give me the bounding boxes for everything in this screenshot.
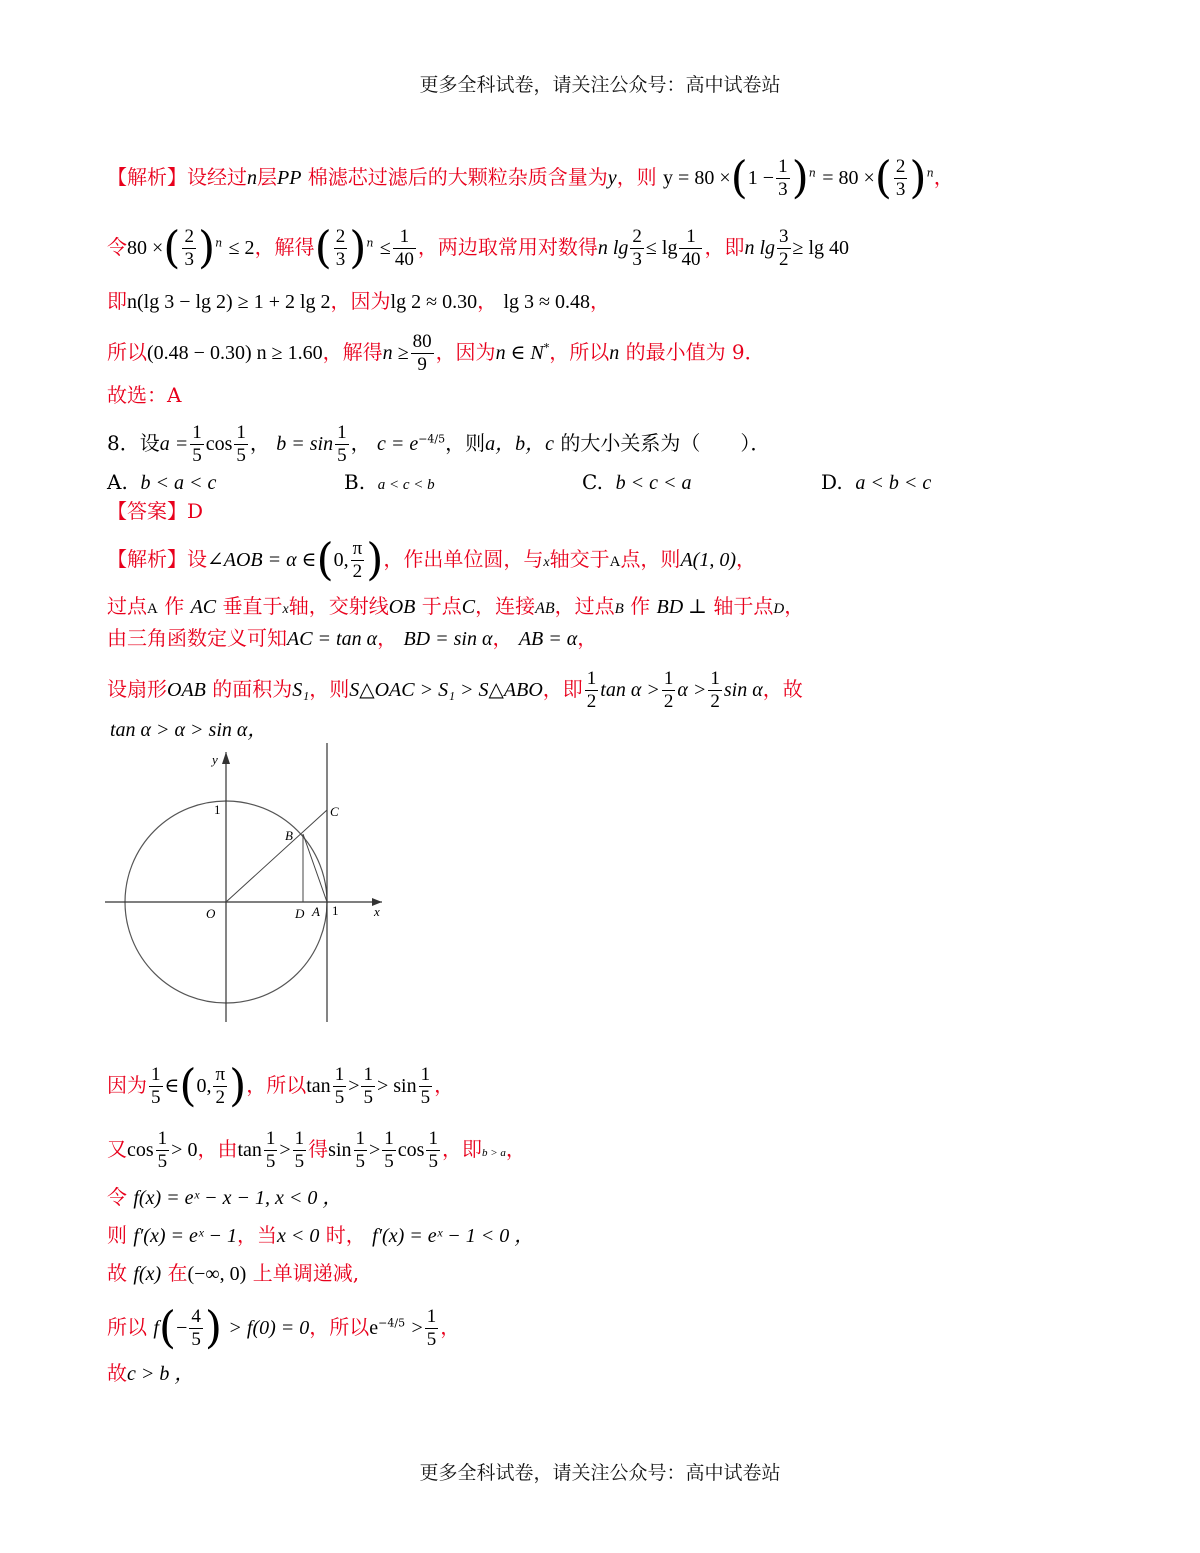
denominator: 5 [384,1151,394,1172]
math: = 80 × [822,167,875,189]
ray-OB [226,810,327,902]
math: AC [190,596,217,618]
denominator: 5 [294,1151,305,1172]
q8-text: 轴于点 [713,594,774,618]
punct: ， [735,547,756,571]
denominator: 2 [710,691,720,712]
numerator: 1 [337,422,347,443]
label-B: B [285,828,293,843]
math: tan α > [600,679,660,701]
q8-text: 由三角函数定义可知 [107,626,287,650]
denominator: 2 [586,691,597,712]
paren: ( [163,222,181,274]
math: b = sin [276,433,334,455]
fraction [351,538,365,583]
numerator: 2 [895,156,906,177]
segment-AB [303,834,327,902]
option-label: B. [344,470,366,494]
math: PP [277,167,302,189]
q8-sol-5: tan α > α > sin α， [110,719,268,741]
q8-text: 轴，交射线 [288,594,389,618]
math: α > [677,679,707,701]
fraction [630,226,644,271]
exponent: n [808,166,816,180]
q8-text: ， [350,431,371,455]
math: f′(x) = eˣ − 1 < 0 ， [372,1225,535,1247]
q7-guxuan: 故选：A [107,383,182,407]
denominator: 5 [157,1151,168,1172]
math: (0.48 − 0.30) n ≥ 1.60 [147,342,323,364]
math: tan [306,1075,331,1097]
math: > [411,1317,423,1339]
fraction [382,1128,396,1173]
numerator: 1 [586,668,597,689]
math: S₁ [292,679,310,701]
numerator: 3 [779,226,789,247]
label-O: O [206,906,216,921]
math: ≤ 2 [228,237,255,259]
math: ≥ lg 40 [792,237,850,259]
fraction [361,1064,375,1109]
paren: ) [909,152,927,204]
q7-text: ，所以 [549,340,610,364]
math: (−∞, 0) [187,1263,247,1285]
q8-text: ，由 [197,1137,238,1161]
q8-jiexi-label: 【解析】 [107,547,187,571]
numerator: 1 [355,1128,366,1149]
exponent: −4/5 [378,1316,406,1330]
math: > f(0) = 0 [228,1317,310,1339]
paren: ( [179,1060,197,1112]
fraction [149,1064,163,1109]
fraction [411,331,434,376]
numerator: 1 [294,1128,305,1149]
math: ≤ lg [645,237,678,259]
numerator: 1 [265,1128,276,1149]
math: ∈ [164,1075,180,1097]
math: AC = tan α [287,628,378,650]
q8-text: 作 [630,594,651,618]
q7-line-1 [107,152,1167,204]
fraction [334,226,348,271]
q8-text: 令 [107,1185,127,1209]
q7-text: ，两边取常用对数得 [417,235,598,259]
punct: ， [440,1315,461,1339]
q7-text: 令 [107,235,127,259]
math: tan [237,1139,262,1161]
q8-text: 垂直于 [222,594,283,618]
q8-sol-12 [107,1356,1167,1391]
q7-text: 棉滤芯过滤后的大颗粒杂质含量为 [307,165,608,189]
q7-text: ，因为 [435,340,496,364]
denominator: 2 [663,691,674,712]
math: c = e [376,433,419,455]
q7-text: ，解得 [254,235,315,259]
numerator: 1 [151,1064,161,1085]
punct: ， [434,1073,455,1097]
fraction [182,226,196,271]
fraction [662,668,676,713]
numerator: 1 [778,156,788,177]
label-D: D [295,906,305,921]
option-text: a < b < c [855,472,932,494]
math: lg 2 ≈ 0.30 [390,291,478,313]
fraction [425,1306,439,1351]
math: b > a [481,1147,506,1159]
fraction [156,1128,170,1173]
q8-sol-11 [107,1302,1167,1354]
numerator: 80 [412,331,432,352]
math: AB = α [518,628,578,650]
label-1-right: 1 [332,903,339,918]
math: c > b ， [127,1363,195,1385]
math: > [369,1139,381,1161]
q8-text: ，即 [441,1137,482,1161]
numerator: 1 [710,668,720,689]
q8-text: 设 [187,547,207,571]
q8-sol-7 [107,1128,1167,1173]
q8-text: 又 [107,1137,127,1161]
numerator: 2 [632,226,642,247]
q8-text: 的面积为 [212,677,293,701]
fraction [264,1128,278,1173]
q7-text: 层 [257,165,277,189]
label-C: C [330,804,339,819]
exponent: n [215,236,223,250]
math: BD = sin α [403,628,493,650]
math: sin α [723,679,763,701]
denominator: 5 [192,445,202,466]
math: cos [205,433,233,455]
page-header: 更多全科试卷，请关注公众号：高中试卷站 [419,74,781,96]
math: lg 3 ≈ 0.48 [503,291,590,313]
fraction [426,1128,440,1173]
math: f(x) = eˣ − x − 1, x < 0 ， [133,1187,343,1209]
option-c [582,470,692,495]
paren: ) [197,222,216,274]
q8-text: 上单调递减, [252,1261,360,1285]
punct: ， [577,626,598,650]
math: A(1, 0) [680,549,736,571]
math: ≤ [379,237,391,259]
exponent: n [366,236,374,250]
q8-sol-8 [107,1180,1167,1215]
fraction [393,226,416,271]
math: a = [159,433,189,455]
q8-sol-1 [107,534,1167,586]
paren: ) [204,1302,223,1354]
paren: ) [229,1060,247,1112]
denominator: 40 [394,249,414,270]
punct: ， [505,1137,526,1161]
numerator: 2 [335,226,346,247]
denominator: 5 [265,1151,276,1172]
option-a [107,470,216,495]
q8-text: ，故 [762,677,803,701]
numerator: 1 [393,226,416,249]
option-d [821,470,931,495]
label-x: x [374,904,380,919]
denominator: 5 [191,1329,201,1350]
q7-text: ，则 [616,165,657,189]
denominator: 5 [236,445,246,466]
q8-text: 因为 [107,1073,147,1097]
math: x < 0 [277,1225,320,1247]
q7-text: 即 [107,289,127,313]
numerator: 2 [184,226,194,247]
q7-text: 所以 [107,340,147,364]
page-footer: 更多全科试卷，请关注公众号：高中试卷站 [419,1462,781,1484]
q7-jiexi-label: 【解析】 [107,165,187,189]
y-axis-arrow [222,752,230,764]
numerator: π [215,1064,226,1085]
math: S△OAC > S₁ > S△ABO [349,679,543,701]
math: n ∈ N [495,342,544,364]
q8-stem [107,422,1167,467]
q8-text: 故 [107,1361,127,1385]
punct: ， [589,289,610,313]
q8-text: 点，则 [620,547,681,571]
fraction [234,422,248,467]
q7-text: ，即 [704,235,745,259]
denominator: 5 [363,1087,373,1108]
q7-line-3 [107,284,1167,319]
math: cos [397,1139,425,1161]
option-text: b < a < c [140,472,217,494]
math: C [461,596,476,618]
paren: ) [366,534,384,586]
fraction [335,422,349,467]
q7-text: ，解得 [322,340,383,364]
numerator: 1 [236,422,246,443]
math: y [607,167,617,189]
q8-sol-10 [107,1256,1167,1291]
q8-text: ，则 [309,677,350,701]
math: a，b，c [485,433,555,455]
numerator: 1 [384,1128,394,1149]
label-y: y [212,752,218,767]
denominator: 3 [184,249,194,270]
q8-text: 则 [107,1223,127,1247]
numerator: 1 [192,422,202,443]
math: n lg [744,237,776,259]
option-text: a < c < b [377,477,435,493]
numerator: 1 [426,1306,437,1327]
math: AB [535,600,555,617]
math: 80 × [127,237,164,259]
math: f [153,1317,159,1339]
denominator: 3 [335,249,346,270]
math: − [176,1317,188,1339]
numerator: 1 [428,1128,438,1149]
denominator: 5 [428,1151,438,1172]
denominator: 5 [420,1087,431,1108]
label-A: A [312,904,320,919]
q8-text: ，所以 [309,1315,370,1339]
numerator: 1 [420,1064,431,1085]
q8-text: ， [249,431,270,455]
exponent: * [543,341,550,355]
option-label: C. [582,470,603,494]
math: x [282,602,289,617]
q8-text: 作 [164,594,185,618]
math: > [279,1139,291,1161]
numerator: 4 [191,1306,201,1327]
q8-answer: 【答案】D [107,499,204,523]
denominator: 5 [426,1329,437,1350]
math: > [348,1075,360,1097]
paren: ( [730,152,748,204]
math: OB [388,596,416,618]
fraction [293,1128,307,1173]
math: B [614,601,624,617]
math: sin [328,1139,352,1161]
q7-text: 的最小值为 9． [625,340,765,364]
denominator: 40 [681,249,701,270]
fraction [333,1064,347,1109]
denominator: 5 [355,1151,366,1172]
q8-text: 所以 [107,1315,147,1339]
fraction [189,1306,203,1351]
math: n [247,167,257,189]
paren: ) [349,222,367,274]
q8-text: 设扇形 [107,677,167,701]
fraction [776,156,790,201]
numerator: 1 [663,668,674,689]
punct: ， [933,165,954,189]
math: 0, [333,549,349,571]
q8-text: ，作出单位圆，与 [383,547,544,571]
math: f′(x) = eˣ − 1 [133,1225,238,1247]
denominator: 5 [334,1087,345,1108]
numerator: 1 [363,1064,373,1085]
q8-sol-9 [107,1218,1167,1253]
math: A [147,601,158,617]
fraction [190,422,204,467]
q8-text: ，则 [445,431,486,455]
q8-text: 于点 [421,594,462,618]
math: 1 − [747,167,775,189]
math: y = 80 × [663,167,731,189]
fraction [213,1064,227,1109]
fraction [777,226,791,271]
fraction [679,226,702,271]
fraction [894,156,908,201]
q8-text: ，连接 [475,594,536,618]
math: OAB [167,679,206,701]
q8-text: 轴交于 [549,547,610,571]
q8-text: 得 [308,1137,329,1161]
math: f(x) [133,1263,162,1285]
exponent: −4/5 [418,432,446,446]
q7-text: ，因为 [330,289,391,313]
q8-text: 8．设 [107,431,160,455]
denominator: 5 [337,445,347,466]
label-1-top: 1 [214,802,221,817]
math: e [369,1317,379,1339]
math: cos [127,1139,154,1161]
q8-sol-3 [107,621,1167,656]
q7-text: 设经过 [187,165,247,189]
math: n [609,342,620,364]
denominator: 2 [215,1087,226,1108]
exponent: n [926,166,934,180]
fraction [354,1128,368,1173]
denominator: 3 [895,179,906,200]
option-label: D. [821,470,843,494]
denominator: 2 [352,561,363,582]
paren: ( [316,534,334,586]
q7-line-2 [107,222,1167,274]
denominator: 3 [778,179,788,200]
paren: ( [158,1302,177,1354]
paren: ) [791,152,809,204]
fraction [419,1064,433,1109]
math: n lg [597,237,629,259]
q8-sol-4 [107,668,1167,713]
q8-text: 在 [167,1261,188,1285]
punct: ， [784,594,805,618]
math: > sin [376,1075,417,1097]
punct: ， [492,626,513,650]
q8-text: ，过点 [554,594,615,618]
option-b [344,470,435,494]
numerator: 1 [679,226,702,249]
q8-text: 时， [325,1223,366,1247]
math: D [773,601,785,617]
numerator: 1 [157,1128,168,1149]
paren: ( [874,152,892,204]
numerator: 1 [334,1064,345,1085]
q8-text: 故 [107,1261,127,1285]
q8-text: ，即 [542,677,583,701]
q8-text: ，当 [237,1223,278,1247]
numerator: π [352,538,363,559]
denominator: 2 [779,249,789,270]
fraction [708,668,722,713]
fraction [585,668,599,713]
math: > 0 [171,1139,198,1161]
math: n(lg 3 − lg 2) ≥ 1 + 2 lg 2 [127,291,331,313]
math: n ≥ [382,342,409,364]
denominator: 5 [151,1087,161,1108]
punct: ， [377,626,398,650]
math: ∠AOB = α ∈ [207,549,317,571]
denominator: 9 [417,354,427,375]
unit-circle-figure [100,740,400,1030]
q8-sol-6 [107,1060,1167,1112]
math: A [609,554,621,570]
q7-text: ， [477,289,498,313]
math: BD ⊥ [656,596,707,618]
q8-text: 的大小关系为（ ）． [560,431,771,455]
denominator: 3 [632,249,642,270]
math: x [543,555,550,570]
option-text: b < c < a [615,472,692,494]
q8-text: 过点 [107,594,147,618]
q8-text: ，所以 [246,1073,307,1097]
paren: ( [314,222,332,274]
option-label: A. [107,470,128,494]
math: 0, [196,1075,212,1097]
q7-line-4 [107,331,1167,376]
